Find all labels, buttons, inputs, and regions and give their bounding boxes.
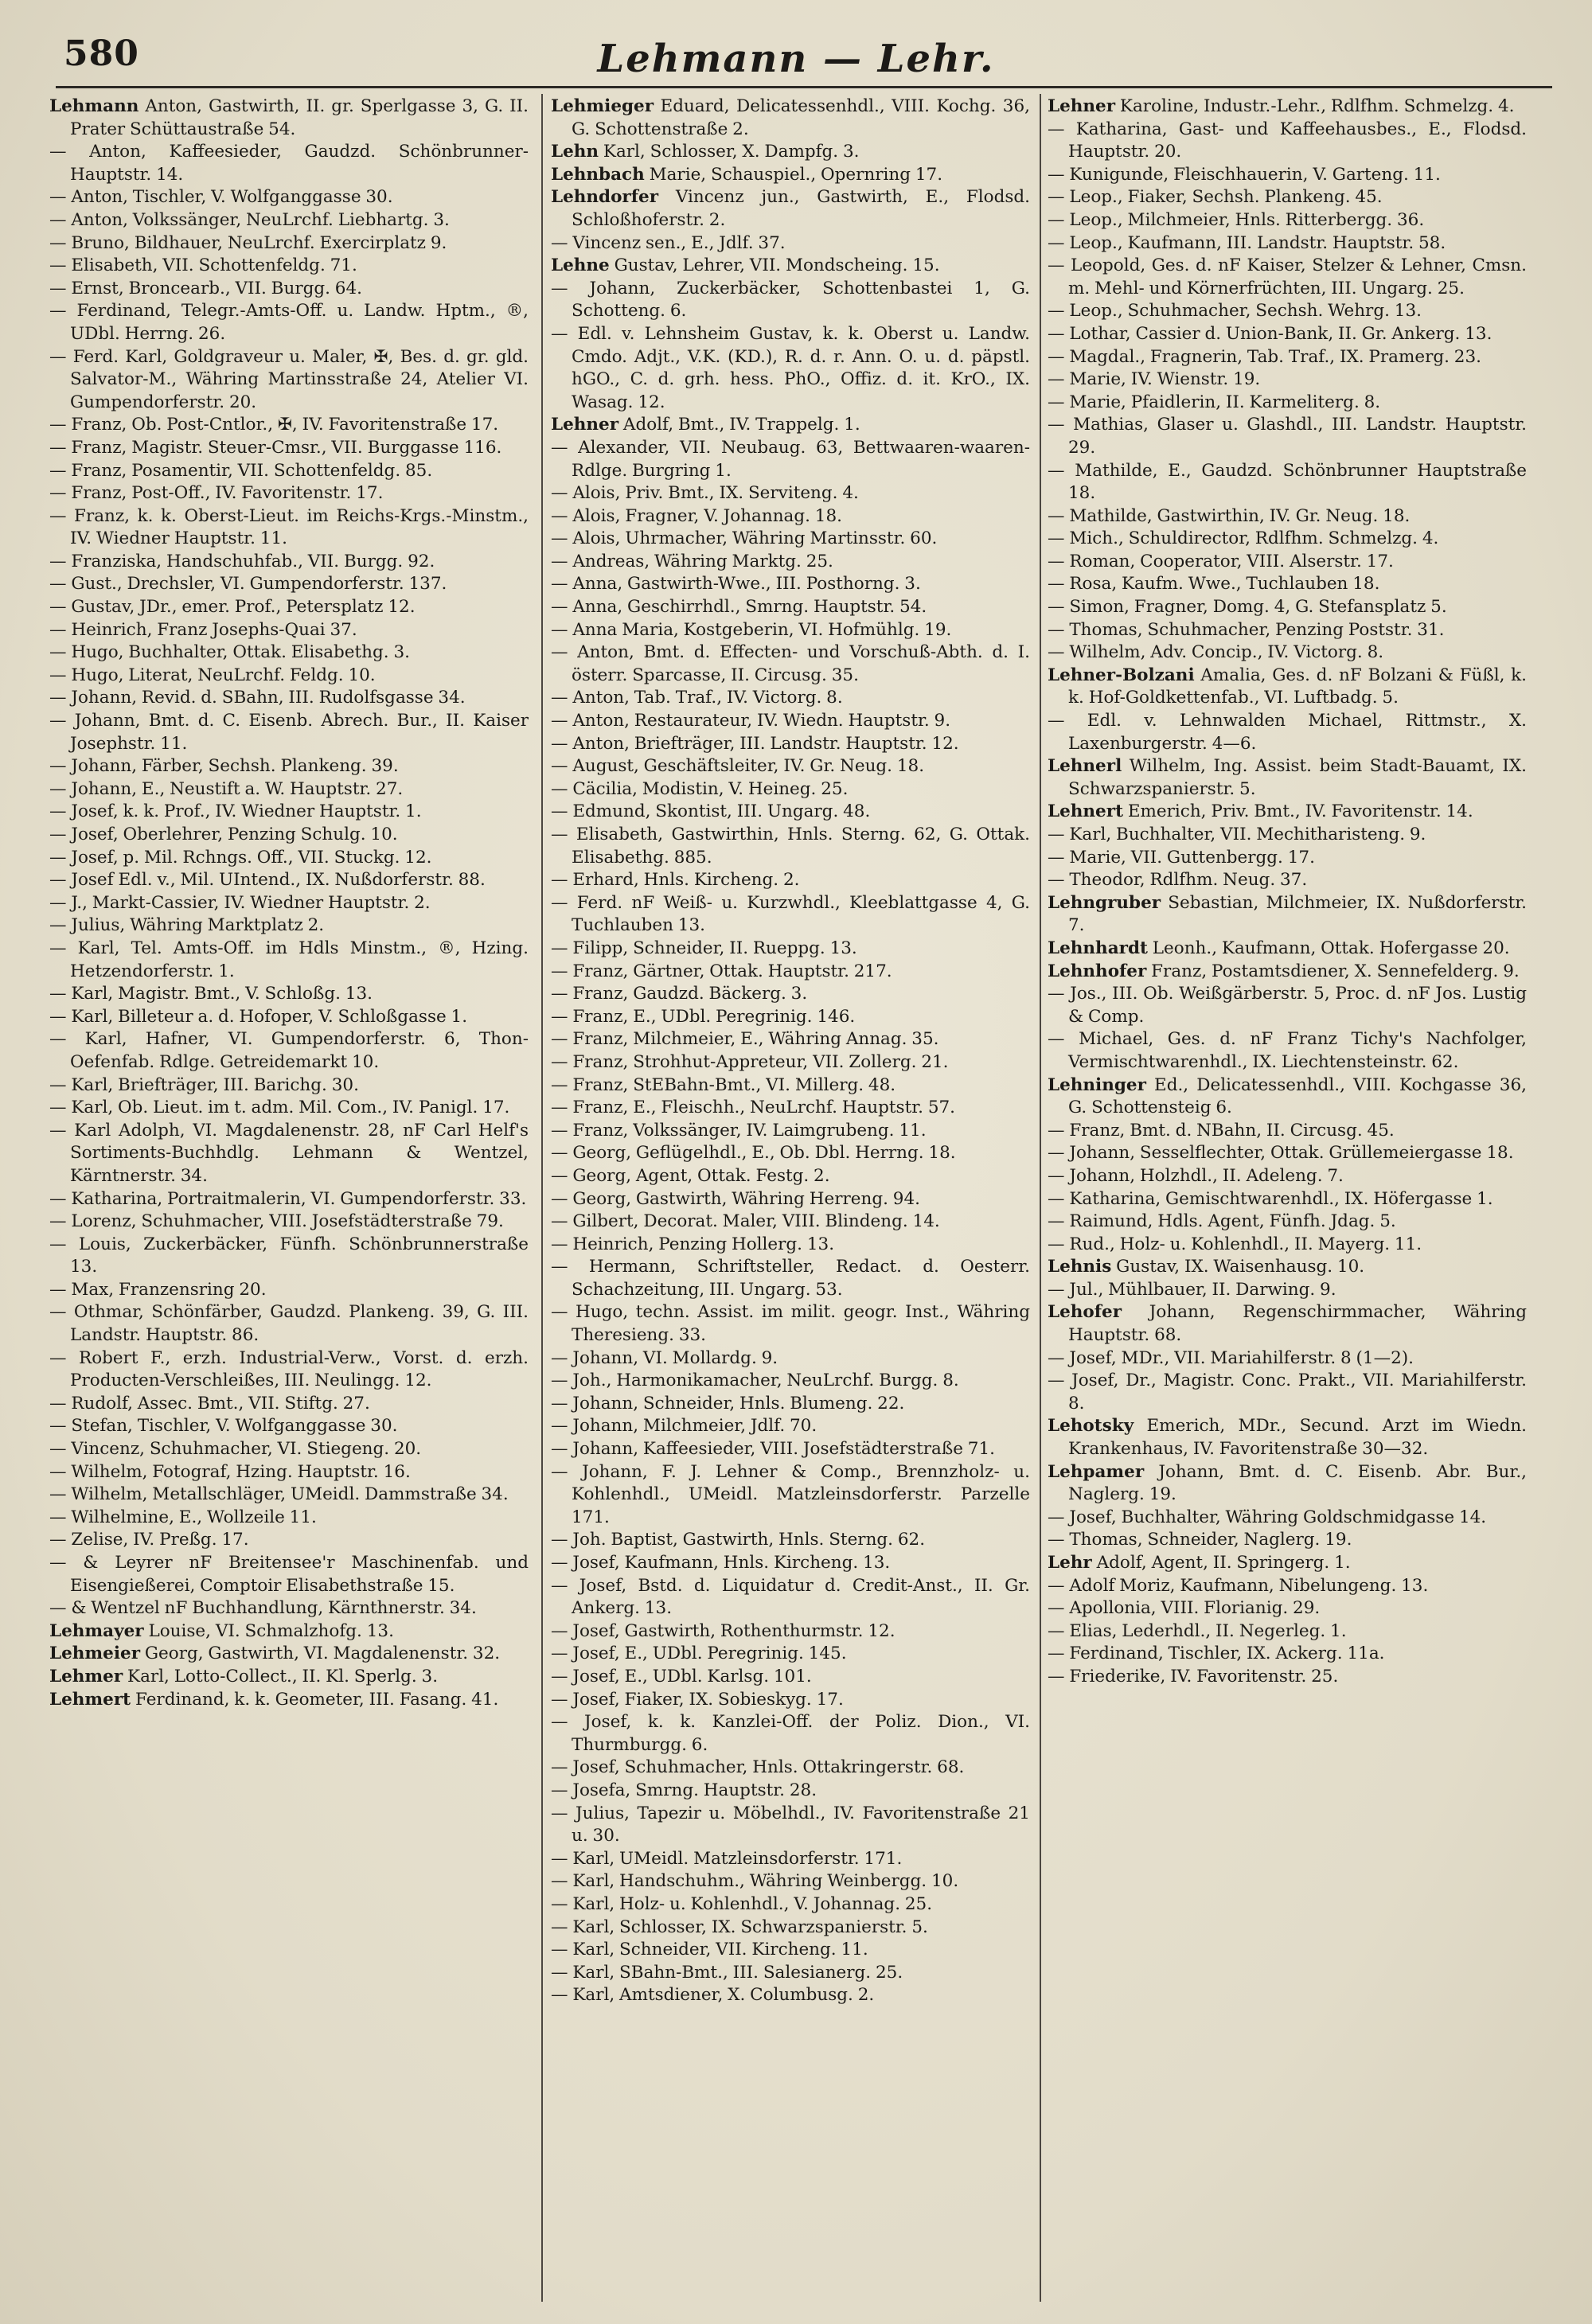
- surname-entry: Lehmann Anton, Gastwirth, II. gr. Sperlgasse 3, G. II. Prater Schüttaustraße 54.: [49, 96, 529, 139]
- column-divider-1: [541, 94, 543, 2302]
- directory-entry: — Hermann, Schriftsteller, Redact. d. Oesterr. Schachzeitung, III. Ungarg. 53.: [551, 1257, 1030, 1300]
- directory-entry: — Karl, Amtsdiener, X. Columbusg. 2.: [551, 1985, 875, 2006]
- directory-entry: — & Leyrer nF Breitensee'r Maschinenfab. und Eisengießerei, Comptoir Elisabethstraße 15.: [49, 1553, 529, 1596]
- directory-entry: — Robert F., erzh. Industrial-Verw., Vorst. d. erzh. Producten-Verschleißes, III. Neulingg. 12.: [49, 1347, 529, 1391]
- directory-entry: — Josef, Fiaker, IX. Sobieskyg. 17.: [551, 1689, 844, 1710]
- directory-entry: — Vincenz sen., E., Jdlf. 37.: [551, 232, 786, 253]
- surname-entry: Lehner Karoline, Industr.-Lehr., Rdlfhm. Schmelzg. 4.: [1048, 96, 1515, 116]
- directory-entry: — Karl, Schneider, VII. Kircheng. 11.: [551, 1940, 868, 1960]
- directory-entry: — Andreas, Währing Marktg. 25.: [551, 551, 833, 571]
- directory-entry: — J., Markt-Cassier, IV. Wiedner Hauptstr. 2.: [49, 892, 431, 913]
- directory-entry: — Gilbert, Decorat. Maler, VIII. Blindeng. 14.: [551, 1211, 940, 1232]
- directory-entry: — Joh., Harmonikamacher, NeuLrchf. Burgg. 8.: [551, 1371, 959, 1391]
- surname-entry: Lehnhardt Leonh., Kaufmann, Ottak. Hofergasse 20.: [1048, 938, 1510, 958]
- directory-entry: — Franz, E., UDbl. Peregrinig. 146.: [551, 1006, 856, 1027]
- directory-entry: — Karl, Schlosser, IX. Schwarzspanierstr. 5.: [551, 1917, 928, 1937]
- directory-entry: — Johann, Sesselflechter, Ottak. Grüllemeiergasse 18.: [1048, 1143, 1514, 1164]
- directory-entry: — Karl, Hafner, VI. Gumpendorferstr. 6, Thon-Oefenfab. Rdlge. Getreidemarkt 10.: [49, 1029, 529, 1072]
- directory-entry: — Karl, Buchhalter, VII. Mechitharisteng. 9.: [1048, 825, 1426, 844]
- directory-entry: — Josef Edl. v., Mil. UIntend., IX. Nußdorferstr. 88.: [49, 870, 486, 891]
- directory-entry: — Adolf Moriz, Kaufmann, Nibelungeng. 13.: [1048, 1575, 1429, 1596]
- directory-entry: — Katharina, Portraitmalerin, VI. Gumpendorferstr. 33.: [49, 1188, 527, 1209]
- directory-entry: — Josef, k. k. Prof., IV. Wiedner Hauptstr. 1.: [49, 801, 422, 822]
- directory-entry: — Josef, Bstd. d. Liquidatur d. Credit-Anst., II. Gr. Ankerg. 13.: [551, 1575, 1030, 1619]
- directory-entry: — Gustav, JDr., emer. Prof., Petersplatz 12.: [49, 597, 416, 618]
- surname-entry: Lehmer Karl, Lotto-Collect., II. Kl. Sperlg. 3.: [49, 1666, 439, 1686]
- directory-entry: — Raimund, Hdls. Agent, Fünfh. Jdag. 5.: [1048, 1211, 1396, 1232]
- header-rule: [56, 86, 1552, 88]
- directory-entry: — Johann, Kaffeesieder, VIII. Josefstädterstraße 71.: [551, 1439, 995, 1460]
- directory-entry: — Anna Maria, Kostgeberin, VI. Hofmühlg. 19.: [551, 619, 952, 640]
- surname-entry: Lehnbach Marie, Schauspiel., Opernring 17.: [551, 164, 943, 185]
- column-divider-2: [1040, 94, 1041, 2302]
- directory-entry: — Josef, k. k. Kanzlei-Off. der Poliz. Dion., VI. Thurmburgg. 6.: [551, 1712, 1030, 1755]
- directory-entry: — Simon, Fragner, Domg. 4, G. Stefansplatz 5.: [1048, 597, 1447, 618]
- directory-entry: — Franz, Strohhut-Appreteur, VII. Zollerg. 21.: [551, 1051, 949, 1072]
- directory-entry: — Karl, Tel. Amts-Off. im Hdls Minstm., ®, Hzing. Hetzendorferstr. 1.: [49, 938, 529, 981]
- directory-entry: — Franz, Gaudzd. Bäckerg. 3.: [551, 984, 808, 1004]
- surname-entry: Lehmayer Louise, VI. Schmalzhofg. 13.: [49, 1620, 394, 1641]
- directory-entry: — Marie, Pfaidlerin, II. Karmeliterg. 8.: [1048, 392, 1381, 412]
- directory-entry: — Karl, Handschuhm., Währing Weinbergg. 10.: [551, 1871, 959, 1892]
- directory-entry: — Franz, Post-Off., IV. Favoritenstr. 17.: [49, 483, 384, 504]
- directory-entry: — Josef, MDr., VII. Mariahilferstr. 8 (1—2).: [1048, 1347, 1414, 1368]
- directory-entry: — Franz, Volkssänger, IV. Laimgrubeng. 11.: [551, 1120, 927, 1141]
- directory-entry: — Bruno, Bildhauer, NeuLrchf. Exercirplatz 9.: [49, 232, 447, 253]
- directory-entry: — Georg, Agent, Ottak. Festg. 2.: [551, 1165, 830, 1186]
- directory-entry: — Friederike, IV. Favoritenstr. 25.: [1048, 1666, 1339, 1686]
- surname-entry: Lehner Adolf, Bmt., IV. Trappelg. 1.: [551, 415, 860, 435]
- directory-entry: — Georg, Gastwirth, Währing Herreng. 94.: [551, 1188, 920, 1209]
- directory-entry: — Johann, E., Neustift a. W. Hauptstr. 27.: [49, 778, 404, 799]
- directory-entry: — Johann, VI. Mollardg. 9.: [551, 1347, 778, 1368]
- directory-entry: — Wilhelm, Fotograf, Hzing. Hauptstr. 16.: [49, 1461, 411, 1482]
- directory-entry: — Karl, UMeidl. Matzleinsdorferstr. 171.: [551, 1848, 903, 1869]
- directory-entry: — Edl. v. Lehnwalden Michael, Rittmstr., X. Laxenburgerstr. 4—6.: [1048, 711, 1527, 754]
- directory-entry: — Johann, Milchmeier, Jdlf. 70.: [551, 1416, 817, 1437]
- directory-entry: — Wilhelm, Adv. Concip., IV. Victorg. 8.: [1048, 642, 1384, 663]
- directory-entry: — Josef, E., UDbl. Peregrinig. 145.: [551, 1644, 847, 1664]
- directory-entry: — Johann, Revid. d. SBahn, III. Rudolfsgasse 34.: [49, 688, 466, 708]
- directory-entry: — Karl, Ob. Lieut. im t. adm. Mil. Com., IV. Panigl. 17.: [49, 1098, 510, 1118]
- directory-entry: — Johann, Färber, Sechsh. Plankeng. 39.: [49, 756, 399, 777]
- directory-entry: — Anton, Bmt. d. Effecten- und Vorschuß-Abth. d. I. österr. Sparcasse, II. Circusg. 35.: [551, 642, 1030, 685]
- directory-entry: — Alois, Priv. Bmt., IX. Serviteng. 4.: [551, 483, 859, 504]
- directory-entry: — Leop., Milchmeier, Hnls. Ritterbergg. 36.: [1048, 209, 1425, 230]
- directory-entry: — August, Geschäftsleiter, IV. Gr. Neug. 18.: [551, 756, 925, 777]
- directory-entry: — Marie, IV. Wienstr. 19.: [1048, 369, 1261, 390]
- column-2: [551, 96, 1030, 2308]
- directory-entry: — Wilhelmine, E., Wollzeile 11.: [49, 1507, 317, 1527]
- column-1: [49, 96, 529, 2308]
- directory-entry: — Franz, Milchmeier, E., Währing Annag. 35.: [551, 1029, 939, 1050]
- directory-entry: — Josef, Kaufmann, Hnls. Kircheng. 13.: [551, 1553, 891, 1573]
- directory-entry: — Josef, p. Mil. Rchngs. Off., VII. Stuckg. 12.: [49, 847, 432, 868]
- directory-entry: — Anton, Kaffeesieder, Gaudzd. Schönbrunner-Hauptstr. 14.: [49, 142, 529, 185]
- directory-entry: — Elisabeth, VII. Schottenfeldg. 71.: [49, 255, 357, 276]
- directory-entry: — Franz, Magistr. Steuer-Cmsr., VII. Burggasse 116.: [49, 437, 502, 458]
- surname-entry: Lehn Karl, Schlosser, X. Dampfg. 3.: [551, 142, 860, 162]
- directory-entry: — Johann, F. J. Lehner & Comp., Brennzholz- u. Kohlenhdl., UMeidl. Matzleinsdorferstr. Parzelle 171.: [551, 1461, 1030, 1527]
- directory-entry: — Hugo, Buchhalter, Ottak. Elisabethg. 3.: [49, 642, 410, 663]
- directory-entry: — Magdal., Fragnerin, Tab. Traf., IX. Pramerg. 23.: [1048, 346, 1481, 367]
- directory-entry: — Johann, Holzhdl., II. Adeleng. 7.: [1048, 1165, 1344, 1186]
- directory-entry: — Anna, Geschirrhdl., Smrng. Hauptstr. 54.: [551, 597, 927, 618]
- directory-entry: — Mathilde, Gastwirthin, IV. Gr. Neug. 18.: [1048, 505, 1411, 526]
- directory-entry: — Heinrich, Franz Josephs-Quai 37.: [49, 619, 357, 640]
- directory-entry: — Joh. Baptist, Gastwirth, Hnls. Sterng. 62.: [551, 1530, 926, 1550]
- directory-entry: — Karl, Billeteur a. d. Hofoper, V. Schloßgasse 1.: [49, 1006, 468, 1027]
- directory-entry: — Wilhelm, Metallschläger, UMeidl. Dammstraße 34.: [49, 1484, 509, 1505]
- running-head: Lehmann — Lehr.: [597, 37, 995, 81]
- directory-entry: — Franz, Posamentir, VII. Schottenfeldg. 85.: [49, 460, 433, 481]
- directory-entry: — Mich., Schuldirector, Rdlfhm. Schmelzg. 4.: [1048, 528, 1439, 549]
- directory-entry: — Rud., Holz- u. Kohlenhdl., II. Mayerg. 11.: [1048, 1234, 1422, 1254]
- directory-entry: — Anna, Gastwirth-Wwe., III. Posthorng. 3.: [551, 574, 921, 595]
- directory-entry: — Michael, Ges. d. nF Franz Tichy's Nachfolger, Vermischtwarenhdl., IX. Liechtensteinstr. 62.: [1048, 1029, 1527, 1072]
- directory-entry: — Filipp, Schneider, II. Rueppg. 13.: [551, 938, 857, 958]
- surname-entry: Lehninger Ed., Delicatessenhdl., VIII. Kochgasse 36, G. Schottensteig 6.: [1048, 1074, 1527, 1118]
- directory-entry: — Max, Franzensring 20.: [49, 1279, 267, 1300]
- directory-entry: — Stefan, Tischler, V. Wolfganggasse 30.: [49, 1416, 398, 1437]
- directory-entry: — Johann, Bmt. d. C. Eisenb. Abrech. Bur., II. Kaiser Josephstr. 11.: [49, 711, 529, 754]
- directory-entry: — Karl, Holz- u. Kohlenhdl., V. Johannag. 25.: [551, 1893, 933, 1914]
- directory-entry: — Heinrich, Penzing Hollerg. 13.: [551, 1234, 835, 1254]
- directory-entry: — Josef, Schuhmacher, Hnls. Ottakringerstr. 68.: [551, 1757, 965, 1778]
- surname-entry: Lehnerl Wilhelm, Ing. Assist. beim Stadt-Bauamt, IX. Schwarzspanierstr. 5.: [1048, 756, 1527, 799]
- surname-entry: Lehotsky Emerich, MDr., Secund. Arzt im Wiedn. Krankenhaus, IV. Favoritenstraße 30—32.: [1048, 1416, 1527, 1460]
- directory-entry: — Ernst, Broncearb., VII. Burgg. 64.: [49, 278, 362, 298]
- directory-entry: — Ferdinand, Tischler, IX. Ackerg. 11a.: [1048, 1644, 1385, 1664]
- directory-entry: — Apollonia, VIII. Florianig. 29.: [1048, 1598, 1321, 1619]
- directory-entry: — Franz, k. k. Oberst-Lieut. im Reichs-Krgs.-Minstm., IV. Wiedner Hauptstr. 11.: [49, 505, 529, 549]
- directory-entry: — Alois, Fragner, V. Johannag. 18.: [551, 505, 842, 526]
- directory-entry: — Anton, Restaurateur, IV. Wiedn. Hauptstr. 9.: [551, 711, 951, 731]
- directory-entry: — Karl, SBahn-Bmt., III. Salesianerg. 25.: [551, 1962, 903, 1983]
- surname-entry: Lehnert Emerich, Priv. Bmt., IV. Favoritenstr. 14.: [1048, 801, 1473, 822]
- directory-entry: — Josef, Dr., Magistr. Conc. Prakt., VII. Mariahilferstr. 8.: [1048, 1371, 1527, 1414]
- directory-entry: — Karl, Briefträger, III. Barichg. 30.: [49, 1074, 359, 1095]
- directory-entry: — Gust., Drechsler, VI. Gumpendorferstr. 137.: [49, 574, 447, 595]
- surname-entry: Lehnhofer Franz, Postamtsdiener, X. Sennefelderg. 9.: [1048, 961, 1520, 981]
- directory-entry: — Anton, Briefträger, III. Landstr. Hauptstr. 12.: [551, 733, 959, 754]
- directory-entry: — Lothar, Cassier d. Union-Bank, II. Gr. Ankerg. 13.: [1048, 323, 1492, 344]
- directory-entry: — Mathias, Glaser u. Glashdl., III. Landstr. Hauptstr. 29.: [1048, 415, 1527, 458]
- directory-entry: — Anton, Tab. Traf., IV. Victorg. 8.: [551, 688, 843, 708]
- directory-entry: — Jos., III. Ob. Weißgärberstr. 5, Proc. d. nF Jos. Lustig & Comp.: [1048, 984, 1527, 1027]
- directory-entry: — Anton, Volkssänger, NeuLrchf. Liebhartg. 3.: [49, 209, 450, 230]
- surname-entry: Lehner-Bolzani Amalia, Ges. d. nF Bolzani & Füßl, k. k. Hof-Goldkettenfab., VI. Luftbadg. 5.: [1048, 665, 1527, 708]
- surname-entry: Lehndorfer Vincenz jun., Gastwirth, E., Flodsd. Schloßhoferstr. 2.: [551, 187, 1030, 230]
- surname-entry: Lehmert Ferdinand, k. k. Geometer, III. Fasang. 41.: [49, 1689, 499, 1710]
- directory-entry: — Elias, Lederhdl., II. Negerleg. 1.: [1048, 1620, 1347, 1641]
- directory-entry: — Zelise, IV. Preßg. 17.: [49, 1530, 249, 1550]
- directory-entry: — Roman, Cooperator, VIII. Alserstr. 17.: [1048, 551, 1394, 571]
- directory-entry: — Vincenz, Schuhmacher, VI. Stiegeng. 20.: [49, 1439, 422, 1460]
- directory-entry: — Julius, Tapezir u. Möbelhdl., IV. Favoritenstraße 21 u. 30.: [551, 1803, 1030, 1846]
- directory-entry: — Franz, StEBahn-Bmt., VI. Millerg. 48.: [551, 1074, 896, 1095]
- directory-entry: — Alois, Uhrmacher, Währing Martinsstr. 60.: [551, 528, 938, 549]
- directory-entry: — Edmund, Skontist, III. Ungarg. 48.: [551, 801, 871, 822]
- surname-entry: Lehmeier Georg, Gastwirth, VI. Magdalenenstr. 32.: [49, 1644, 501, 1664]
- directory-entry: — Elisabeth, Gastwirthin, Hnls. Sterng. 62, G. Ottak. Elisabethg. 885.: [551, 825, 1030, 868]
- directory-entry: — Leop., Kaufmann, III. Landstr. Hauptstr. 58.: [1048, 232, 1446, 253]
- surname-entry: Lehmieger Eduard, Delicatessenhdl., VIII. Kochg. 36, G. Schottenstraße 2.: [551, 96, 1030, 139]
- directory-entry: — Franz, Gärtner, Ottak. Hauptstr. 217.: [551, 961, 892, 981]
- directory-entry: — Katharina, Gemischtwarenhdl., IX. Höfergasse 1.: [1048, 1188, 1493, 1209]
- directory-entry: — & Wentzel nF Buchhandlung, Kärnthnerstr. 34.: [49, 1598, 477, 1619]
- directory-entry: — Johann, Schneider, Hnls. Blumeng. 22.: [551, 1393, 905, 1414]
- directory-entry: — Franz, E., Fleischh., NeuLrchf. Hauptstr. 57.: [551, 1098, 956, 1118]
- directory-entry: — Othmar, Schönfärber, Gaudzd. Plankeng. 39, G. III. Landstr. Hauptstr. 86.: [49, 1302, 529, 1346]
- directory-entry: — Franz, Ob. Post-Cntlor., ✠, IV. Favoritenstraße 17.: [49, 415, 499, 435]
- directory-entry: — Karl, Magistr. Bmt., V. Schloßg. 13.: [49, 984, 373, 1004]
- directory-entry: — Ferd. Karl, Goldgraveur u. Maler, ✠, Bes. d. gr. gld. Salvator-M., Währing Martinsstraße 24, Atelier VI. Gumpendorferstr. 20.: [49, 346, 529, 412]
- directory-entry: — Josef, E., UDbl. Karlsg. 101.: [551, 1666, 812, 1686]
- directory-entry: — Theodor, Rdlfhm. Neug. 37.: [1048, 870, 1308, 891]
- directory-entry: — Anton, Tischler, V. Wolfganggasse 30.: [49, 187, 393, 208]
- surname-entry: Lehofer Johann, Regenschirmmacher, Währing Hauptstr. 68.: [1048, 1302, 1527, 1346]
- directory-entry: — Karl Adolph, VI. Magdalenenstr. 28, nF Carl Helf's Sortiments-Buchhdlg. Lehmann & Wentzel, Kärntnerstr. 34.: [49, 1120, 529, 1186]
- surname-entry: Lehpamer Johann, Bmt. d. C. Eisenb. Abr. Bur., Naglerg. 19.: [1048, 1461, 1527, 1505]
- directory-entry: — Josef, Oberlehrer, Penzing Schulg. 10.: [49, 825, 398, 844]
- directory-entry: — Thomas, Schuhmacher, Penzing Poststr. 31.: [1048, 619, 1445, 640]
- directory-entry: — Julius, Währing Marktplatz 2.: [49, 915, 325, 936]
- directory-entry: — Mathilde, E., Gaudzd. Schönbrunner Hauptstraße 18.: [1048, 460, 1527, 504]
- directory-entry: — Josef, Gastwirth, Rothenthurmstr. 12.: [551, 1620, 896, 1641]
- directory-entry: — Franziska, Handschuhfab., VII. Burgg. 92.: [49, 551, 435, 571]
- directory-entry: — Leop., Fiaker, Sechsh. Plankeng. 45.: [1048, 187, 1383, 208]
- directory-entry: — Jul., Mühlbauer, II. Darwing. 9.: [1048, 1279, 1336, 1300]
- surname-entry: Lehnis Gustav, IX. Waisenhausg. 10.: [1048, 1257, 1365, 1277]
- directory-entry: — Johann, Zuckerbäcker, Schottenbastei 1, G. Schotteng. 6.: [551, 278, 1030, 322]
- directory-entry: — Lorenz, Schuhmacher, VIII. Josefstädterstraße 79.: [49, 1211, 504, 1232]
- directory-entry: — Georg, Geflügelhdl., E., Ob. Dbl. Herrng. 18.: [551, 1143, 956, 1164]
- directory-entry: — Franz, Bmt. d. NBahn, II. Circusg. 45.: [1048, 1120, 1395, 1141]
- directory-entry: — Katharina, Gast- und Kaffeehausbes., E., Flodsd. Hauptstr. 20.: [1048, 119, 1527, 162]
- directory-entry: — Marie, VII. Guttenbergg. 17.: [1048, 847, 1315, 868]
- page-number: 580: [64, 33, 139, 74]
- directory-entry: — Louis, Zuckerbäcker, Fünfh. Schönbrunnerstraße 13.: [49, 1234, 529, 1277]
- column-3: [1048, 96, 1527, 2308]
- surname-entry: Lehngruber Sebastian, Milchmeier, IX. Nußdorferstr. 7.: [1048, 892, 1527, 936]
- directory-entry: — Leopold, Ges. d. nF Kaiser, Stelzer & Lehner, Cmsn. m. Mehl- und Körnerfrüchten, III. Ungarg. 25.: [1048, 255, 1527, 298]
- directory-entry: — Josefa, Smrng. Hauptstr. 28.: [551, 1780, 817, 1800]
- directory-entry: — Ferd. nF Weiß- u. Kurzwhdl., Kleeblattgasse 4, G. Tuchlauben 13.: [551, 892, 1030, 936]
- directory-entry: — Rosa, Kaufm. Wwe., Tuchlauben 18.: [1048, 574, 1380, 595]
- directory-entry: — Leop., Schuhmacher, Sechsh. Wehrg. 13.: [1048, 301, 1422, 322]
- directory-entry: — Edl. v. Lehnsheim Gustav, k. k. Oberst u. Landw. Cmdo. Adjt., V.K. (KD.), R. d. r. Ann. O. u. d. päpstl. hGO., C. d. grh. hess. PhO., Offiz. d. it. KrO., IX. Wasag. 12.: [551, 323, 1030, 412]
- directory-entry: — Ferdinand, Telegr.-Amts-Off. u. Landw. Hptm., ®, UDbl. Herrng. 26.: [49, 301, 529, 344]
- surname-entry: Lehr Adolf, Agent, II. Springerg. 1.: [1048, 1553, 1351, 1573]
- directory-entry: — Hugo, techn. Assist. im milit. geogr. Inst., Währing Theresieng. 33.: [551, 1302, 1030, 1346]
- directory-entry: — Rudolf, Assec. Bmt., VII. Stiftg. 27.: [49, 1393, 370, 1414]
- directory-entry: — Thomas, Schneider, Naglerg. 19.: [1048, 1530, 1352, 1550]
- surname-entry: Lehne Gustav, Lehrer, VII. Mondscheing. 15.: [551, 255, 940, 276]
- directory-entry: — Alexander, VII. Neubaug. 63, Bettwaaren-waaren-Rdlge. Burgring 1.: [551, 437, 1030, 481]
- directory-entry: — Cäcilia, Modistin, V. Heineg. 25.: [551, 778, 849, 799]
- directory-entry: — Erhard, Hnls. Kircheng. 2.: [551, 870, 800, 891]
- directory-entry: — Josef, Buchhalter, Währing Goldschmidgasse 14.: [1048, 1507, 1487, 1527]
- directory-entry: — Hugo, Literat, NeuLrchf. Feldg. 10.: [49, 665, 376, 685]
- directory-entry: — Kunigunde, Fleischhauerin, V. Garteng. 11.: [1048, 164, 1441, 185]
